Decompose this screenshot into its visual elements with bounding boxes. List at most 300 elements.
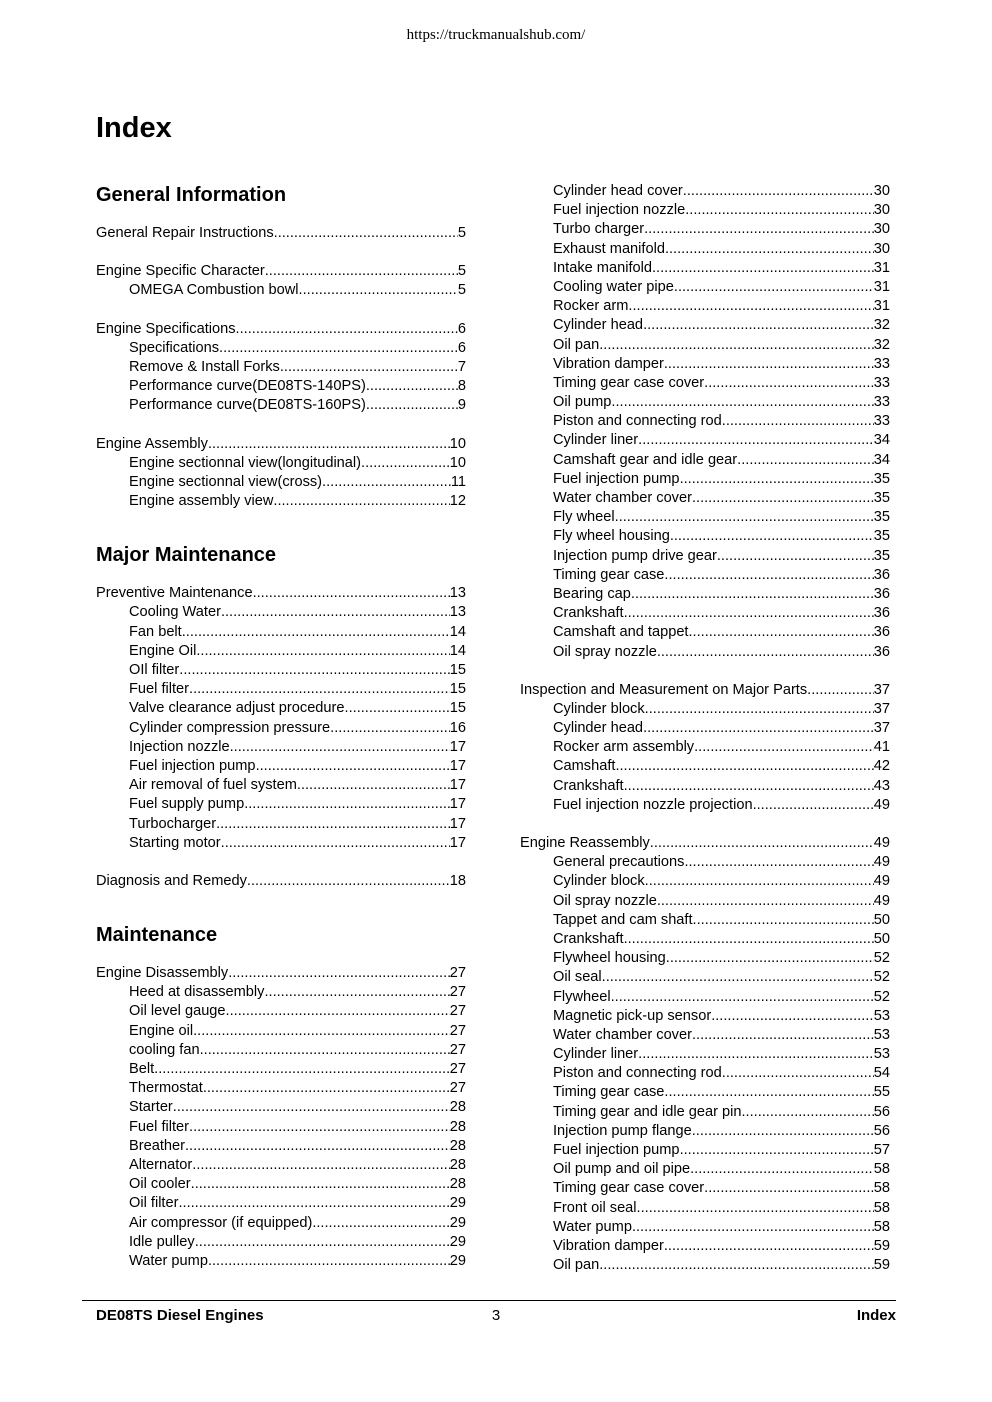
dot-leader (645, 700, 874, 719)
index-subentry (96, 815, 466, 834)
entry-page-number: 50 (873, 930, 890, 947)
dot-leader (208, 435, 450, 454)
dot-leader (178, 1194, 449, 1213)
index-subentry (96, 1137, 466, 1156)
entry-title: Oil pump (553, 394, 612, 411)
index-subentry (520, 220, 890, 239)
index-subentry (96, 834, 466, 853)
dot-leader (221, 834, 450, 853)
entry-title: Oil pump and oil pipe (553, 1161, 691, 1178)
entry-page-number: 59 (873, 1257, 890, 1274)
entry-page-number: 33 (873, 413, 890, 430)
spacer (96, 891, 466, 920)
entry-title: Cylinder head (553, 720, 644, 737)
spacer (96, 301, 466, 320)
entry-title: Fly wheel housing (553, 528, 670, 545)
dot-leader (208, 1252, 450, 1271)
index-subentry (520, 719, 890, 738)
entry-page-number: 36 (873, 585, 890, 602)
index-subentry (96, 1002, 466, 1021)
index-entry (96, 224, 466, 243)
dot-leader (179, 661, 449, 680)
spacer (96, 511, 466, 540)
dot-leader (624, 604, 874, 623)
dot-leader (737, 451, 874, 470)
index-subentry (520, 968, 890, 987)
index-subentry (520, 1160, 890, 1179)
index-subentry (520, 355, 890, 374)
dot-leader (692, 1026, 874, 1045)
entry-page-number: 33 (873, 374, 890, 391)
entry-title: Turbocharger (129, 815, 217, 832)
dot-leader (611, 988, 874, 1007)
dot-leader (182, 623, 450, 642)
index-subentry (96, 1098, 466, 1117)
entry-title: Starting motor (129, 834, 221, 851)
entry-page-number: 12 (449, 493, 466, 510)
index-subentry (96, 454, 466, 473)
entry-title: Remove & Install Forks (129, 358, 280, 375)
entry-title: Bearing cap (553, 585, 631, 602)
dot-leader (631, 585, 874, 604)
index-subentry (96, 1194, 466, 1213)
dot-leader (807, 681, 874, 700)
entry-page-number: 5 (457, 225, 466, 241)
entry-title: Preventive Maintenance (96, 585, 253, 602)
dot-leader (226, 1002, 450, 1021)
entry-page-number: 58 (873, 1218, 890, 1235)
dot-leader (219, 339, 458, 358)
entry-title: Fuel filter (129, 1118, 190, 1135)
dot-leader (366, 396, 458, 415)
entry-page-number: 28 (449, 1137, 466, 1154)
dot-leader (664, 1237, 874, 1256)
index-subentry (520, 700, 890, 719)
entry-title: Fuel injection pump (129, 757, 256, 774)
entry-page-number: 31 (873, 298, 890, 315)
dot-leader (247, 872, 450, 891)
index-subentry (520, 1218, 890, 1237)
dot-leader (694, 738, 874, 757)
dot-leader (280, 358, 458, 377)
spacer (520, 815, 890, 834)
index-subentry (520, 1083, 890, 1102)
index-subentry (96, 1060, 466, 1079)
index-subentry (520, 911, 890, 930)
entry-title: Piston and connecting rod (553, 413, 722, 430)
index-subentry (96, 642, 466, 661)
index-subentry (96, 983, 466, 1002)
dot-leader (599, 336, 874, 355)
entry-title: Crankshaft (553, 777, 624, 794)
entry-title: Camshaft and tappet (553, 624, 689, 641)
dot-leader (657, 892, 874, 911)
dot-leader (643, 719, 874, 738)
entry-page-number: 5 (457, 282, 466, 299)
index-subentry (96, 1079, 466, 1098)
index-subentry (96, 719, 466, 738)
index-subentry (96, 473, 466, 492)
footer-page-number: 3 (491, 1307, 501, 1324)
index-subentry (96, 339, 466, 358)
entry-title: Water chamber cover (553, 490, 692, 506)
header-url: https://truckmanualshub.com/ (406, 27, 586, 43)
dot-leader (361, 454, 450, 473)
entry-title: Belt (129, 1061, 155, 1077)
entry-title: Fuel injection pump (553, 470, 680, 487)
dot-leader (221, 603, 450, 622)
index-subentry (96, 377, 466, 396)
dot-leader (645, 872, 874, 891)
dot-leader (643, 316, 874, 335)
entry-page-number: 15 (449, 700, 466, 717)
index-subentry (520, 1179, 890, 1198)
dot-leader (322, 473, 451, 492)
entry-page-number: 27 (449, 1022, 466, 1039)
index-subentry (96, 603, 466, 622)
entry-page-number: 53 (873, 1007, 890, 1024)
entry-title: Camshaft (553, 758, 616, 775)
entry-page-number: 35 (873, 490, 890, 506)
entry-page-number: 29 (449, 1195, 466, 1212)
dot-leader (253, 584, 450, 603)
index-subentry (96, 1175, 466, 1194)
entry-title: Water pump (129, 1252, 208, 1269)
entry-title: Cylinder block (553, 873, 645, 890)
index-subentry (520, 297, 890, 316)
entry-title: Oil cooler (129, 1176, 191, 1193)
index-subentry (96, 1041, 466, 1060)
section-heading: Maintenance (96, 924, 218, 947)
entry-title: Starter (129, 1099, 173, 1116)
index-subentry (520, 949, 890, 968)
index-subentry (520, 201, 890, 220)
entry-page-number: 30 (873, 202, 890, 219)
entry-page-number: 56 (873, 1122, 890, 1139)
spacer (96, 243, 466, 262)
dot-leader (665, 240, 874, 259)
entry-page-number: 52 (873, 950, 890, 967)
dot-leader (628, 297, 873, 316)
entry-page-number: 37 (873, 720, 890, 737)
dot-leader (216, 815, 450, 834)
index-subentry (520, 1064, 890, 1083)
entry-title: Vibration damper (553, 355, 664, 372)
index-subentry (96, 492, 466, 511)
entry-title: OIl filter (129, 662, 180, 678)
index-subentry (520, 336, 890, 355)
entry-title: Idle pulley (129, 1233, 195, 1250)
entry-title: Engine oil (129, 1022, 194, 1039)
dot-leader (189, 680, 450, 699)
entry-title: Air removal of fuel system (129, 777, 297, 794)
entry-title: Cylinder head (553, 317, 644, 334)
index-subentry (96, 776, 466, 795)
entry-title: Performance curve(DE08TS-160PS) (129, 397, 366, 414)
entry-page-number: 6 (457, 320, 466, 337)
entry-page-number: 49 (873, 796, 890, 813)
dot-leader (256, 757, 450, 776)
index-entry (96, 964, 466, 983)
entry-title: Oil spray nozzle (553, 643, 657, 660)
index-subentry (520, 393, 890, 412)
entry-title: Water chamber cover (553, 1026, 692, 1043)
index-subentry (520, 470, 890, 489)
index-subentry (520, 489, 890, 508)
index-right-column (520, 182, 890, 1275)
entry-page-number: 32 (873, 336, 890, 353)
dot-leader (599, 1256, 874, 1275)
entry-title: Engine Disassembly (96, 965, 229, 982)
index-subentry (520, 988, 890, 1007)
index-subentry (520, 566, 890, 585)
entry-title: Cylinder liner (553, 1046, 639, 1063)
entry-page-number: 34 (873, 432, 890, 449)
entry-title: Piston and connecting rod (553, 1065, 722, 1082)
dot-leader (154, 1060, 450, 1079)
index-subentry (96, 1214, 466, 1233)
index-subentry (520, 259, 890, 278)
entry-title: Oil seal (553, 969, 602, 986)
dot-leader (345, 699, 450, 718)
dot-leader (650, 834, 874, 853)
entry-title: Specifications (129, 339, 220, 356)
entry-page-number: 30 (873, 240, 890, 257)
dot-leader (680, 470, 874, 489)
entry-title: Alternator (129, 1156, 193, 1173)
index-subentry (520, 623, 890, 642)
entry-page-number: 17 (449, 738, 466, 755)
entry-title: Water pump (553, 1218, 632, 1235)
index-entry (96, 872, 466, 891)
entry-page-number: 31 (873, 278, 890, 295)
spacer (96, 948, 466, 964)
entry-page-number: 54 (873, 1065, 890, 1082)
index-subentry (520, 643, 890, 662)
entry-page-number: 52 (873, 969, 890, 986)
dot-leader (690, 1160, 874, 1179)
entry-title: Diagnosis and Remedy (96, 872, 247, 889)
index-subentry (520, 777, 890, 796)
entry-page-number: 35 (873, 470, 890, 487)
dot-leader (692, 489, 874, 508)
entry-page-number: 27 (449, 1061, 466, 1077)
entry-page-number: 30 (873, 183, 890, 199)
index-subentry (96, 757, 466, 776)
entry-title: Engine assembly view (129, 493, 274, 510)
spacer (96, 568, 466, 584)
dot-leader (722, 1064, 874, 1083)
entry-title: Oil level gauge (129, 1003, 226, 1020)
dot-leader (684, 853, 873, 872)
entry-title: Rocker arm (553, 298, 629, 315)
entry-page-number: 49 (873, 835, 890, 851)
entry-page-number: 42 (873, 758, 890, 775)
index-subentry (520, 892, 890, 911)
index-subentry (96, 699, 466, 718)
entry-page-number: 55 (873, 1084, 890, 1101)
dot-leader (602, 968, 874, 987)
dot-leader (196, 642, 449, 661)
entry-title: Cylinder block (553, 700, 645, 717)
dot-leader (228, 964, 450, 983)
index-subentry (520, 872, 890, 891)
index-subentry (96, 396, 466, 415)
entry-title: Tappet and cam shaft (553, 911, 693, 928)
entry-title: Inspection and Measurement on Major Parts (520, 681, 808, 698)
entry-title: Thermostat (129, 1080, 203, 1097)
index-entry (520, 681, 890, 700)
index-subentry (520, 1256, 890, 1275)
dot-leader (664, 566, 873, 585)
index-entry (96, 435, 466, 454)
dot-leader (680, 1141, 874, 1160)
entry-title: Flywheel housing (553, 950, 666, 967)
index-subentry (520, 1026, 890, 1045)
entry-page-number: 9 (457, 397, 466, 414)
dot-leader (741, 1103, 873, 1122)
entry-title: OMEGA Combustion bowl (129, 282, 299, 299)
entry-page-number: 35 (873, 528, 890, 545)
entry-title: Timing gear and idle gear pin (553, 1103, 742, 1120)
index-subentry (520, 278, 890, 297)
dot-leader (264, 983, 449, 1002)
entry-page-number: 17 (449, 777, 466, 794)
section-heading: Major Maintenance (96, 544, 277, 567)
index-subentry (96, 1252, 466, 1271)
dot-leader (704, 374, 874, 393)
index-entry (96, 320, 466, 339)
entry-page-number: 15 (449, 662, 466, 678)
dot-leader (366, 377, 458, 396)
entry-title: Fuel supply pump (129, 796, 245, 813)
dot-leader (704, 1179, 874, 1198)
dot-leader (274, 224, 458, 243)
entry-page-number: 31 (873, 259, 890, 276)
entry-title: Cooling Water (129, 604, 221, 621)
index-subentry (96, 1156, 466, 1175)
dot-leader (191, 1175, 450, 1194)
entry-page-number: 49 (873, 892, 890, 909)
index-subentry (520, 316, 890, 335)
entry-page-number: 36 (873, 643, 890, 660)
entry-page-number: 27 (449, 1080, 466, 1097)
entry-page-number: 33 (873, 355, 890, 372)
index-subentry (96, 680, 466, 699)
dot-leader (692, 1122, 874, 1141)
dot-leader (193, 1022, 450, 1041)
entry-title: Fuel filter (129, 681, 190, 698)
dot-leader (265, 262, 458, 281)
entry-page-number: 53 (873, 1046, 890, 1063)
entry-title: Turbo charger (553, 221, 645, 238)
entry-page-number: 28 (449, 1176, 466, 1193)
entry-page-number: 16 (449, 719, 466, 736)
entry-page-number: 5 (457, 263, 466, 280)
entry-title: Oil spray nozzle (553, 892, 657, 909)
index-subentry (520, 757, 890, 776)
index-subentry (520, 1007, 890, 1026)
dot-leader (717, 547, 874, 566)
entry-page-number: 14 (449, 642, 466, 659)
entry-page-number: 28 (449, 1118, 466, 1135)
entry-page-number: 58 (873, 1161, 890, 1178)
entry-page-number: 50 (873, 911, 890, 928)
index-subentry (520, 585, 890, 604)
entry-title: Performance curve(DE08TS-140PS) (129, 378, 366, 395)
entry-page-number: 8 (457, 378, 466, 395)
entry-title: Fuel injection nozzle projection (553, 796, 753, 813)
dot-leader (192, 1156, 449, 1175)
entry-page-number: 49 (873, 854, 890, 871)
entry-page-number: 11 (450, 473, 466, 490)
entry-page-number: 37 (873, 700, 890, 717)
entry-title: Rocker arm assembly (553, 739, 695, 756)
entry-page-number: 56 (873, 1103, 890, 1120)
entry-title: Fly wheel (553, 509, 615, 526)
entry-page-number: 43 (873, 777, 890, 794)
entry-title: Front oil seal (553, 1199, 637, 1216)
dot-leader (693, 911, 874, 930)
dot-leader (664, 1083, 873, 1102)
dot-leader (244, 795, 450, 814)
index-entry (96, 584, 466, 603)
dot-leader (632, 1218, 874, 1237)
dot-leader (666, 949, 874, 968)
entry-page-number: 6 (457, 339, 466, 356)
footer-divider (82, 1300, 896, 1301)
entry-page-number: 10 (449, 454, 466, 471)
dot-leader (624, 777, 874, 796)
entry-page-number: 58 (873, 1199, 890, 1216)
index-subentry (96, 1233, 466, 1252)
entry-title: Engine Reassembly (520, 835, 650, 851)
index-subentry (520, 374, 890, 393)
entry-page-number: 18 (449, 872, 466, 889)
dot-leader (638, 431, 874, 450)
entry-title: Crankshaft (553, 930, 624, 947)
dot-leader (644, 220, 874, 239)
index-subentry (520, 1237, 890, 1256)
entry-title: Fuel injection nozzle (553, 202, 686, 219)
index-subentry (96, 795, 466, 814)
page-title: Index (96, 112, 172, 144)
entry-page-number: 33 (873, 394, 890, 411)
entry-title: Engine sectionnal view(cross) (129, 473, 323, 490)
index-subentry (520, 604, 890, 623)
entry-title: Air compressor (if equipped) (129, 1214, 313, 1231)
entry-title: Breather (129, 1137, 185, 1154)
dot-leader (189, 1118, 450, 1137)
entry-page-number: 17 (449, 834, 466, 851)
entry-page-number: 27 (449, 984, 466, 1001)
index-subentry (96, 623, 466, 642)
entry-title: Exhaust manifold (553, 240, 665, 257)
entry-title: Cylinder head cover (553, 183, 683, 199)
entry-page-number: 28 (449, 1156, 466, 1173)
entry-page-number: 52 (873, 988, 890, 1005)
dot-leader (688, 623, 873, 642)
entry-page-number: 14 (449, 623, 466, 640)
entry-title: Cylinder compression pressure (129, 719, 331, 736)
dot-leader (330, 719, 450, 738)
entry-page-number: 57 (873, 1142, 890, 1158)
entry-page-number: 36 (873, 624, 890, 641)
dot-leader (173, 1098, 450, 1117)
entry-title: General precautions (553, 854, 685, 871)
index-subentry (520, 796, 890, 815)
dot-leader (685, 201, 874, 220)
